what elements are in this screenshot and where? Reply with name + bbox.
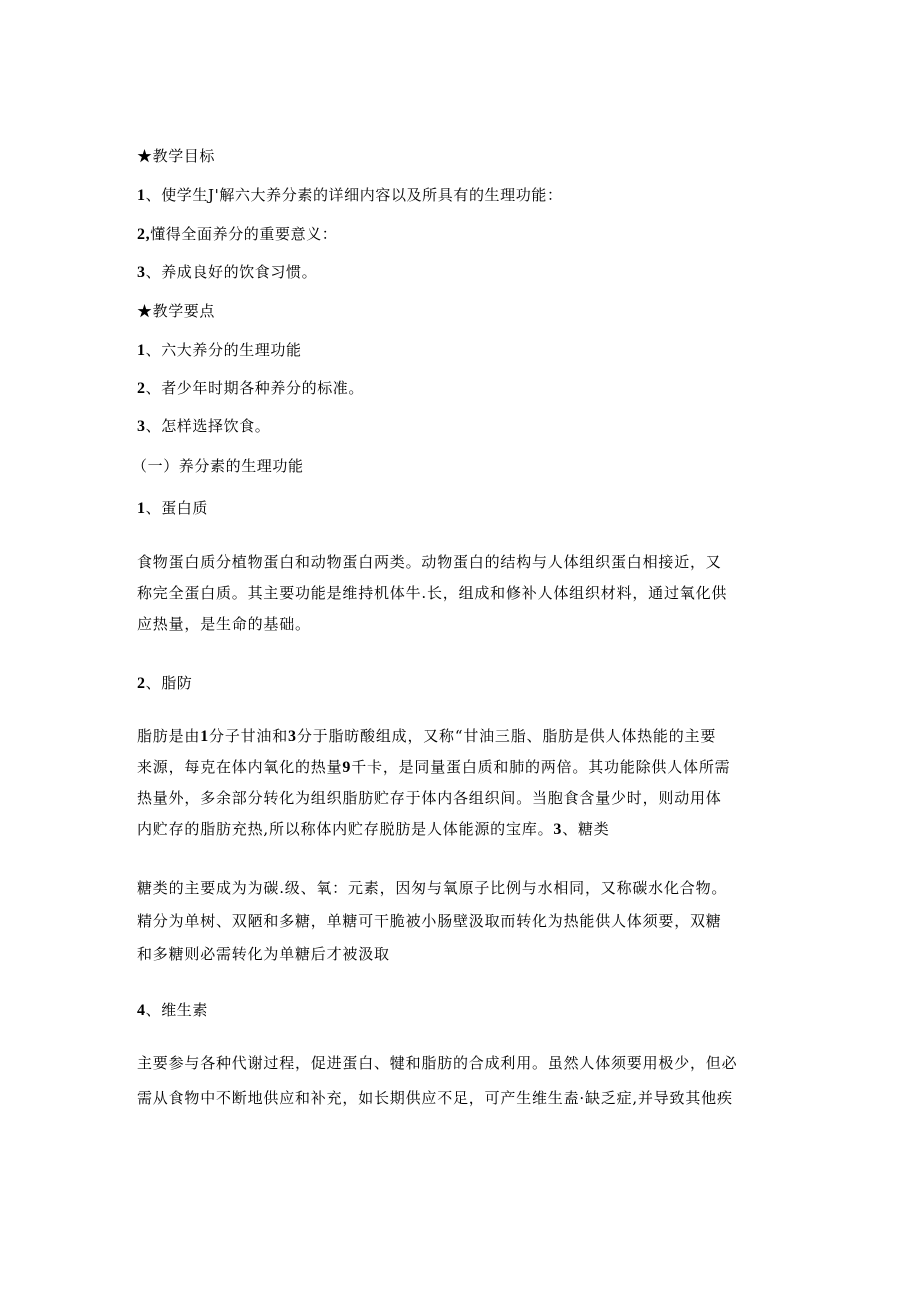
item-number: 3 [137,418,146,435]
paragraph-line: 应热量，是生命的基础。 [137,615,311,633]
fat-paragraph [137,726,777,839]
paragraph-line: 称完全蛋白质。其主要功能是维持机体牛.长，组成和修补人体组织材料，通过氧化供 [137,584,728,602]
paragraph-line: 糖类的主要成为为碳.级、氧：元素，因匆与氧原子比例与水相同，又称碳水化合物。 [137,879,728,897]
heading-text: 、维生素 [145,1001,209,1019]
item-text: 、者少年时期各种养分的标准。 [145,379,365,397]
item-number: 2, [137,226,151,243]
section-title: （一）养分素的生理功能 [132,457,304,475]
heading-text: 、脂防 [145,674,193,692]
paragraph-line: 内贮存的脂肪充热,所以称体内贮存脱肪是人体能源的宝库。3、糖类 [137,820,610,838]
item-text: 、养成良好的饮食习惯。 [145,263,318,281]
item-number: 1 [137,187,146,204]
keypoints-heading: ★教学要点 [137,302,216,320]
paragraph-line: 精分为单树、双陋和多糖，单糖可干脆被小肠壁汲取而转化为热能供人体须要，双糖 [137,912,722,930]
vitamin-paragraph [137,1053,777,1108]
sugar-paragraph [137,878,777,964]
item-number: 2 [137,380,146,397]
paragraph-line: 来源，每克在体内氧化的热量9千卡，是同量蛋白质和肺的两倍。其功能除供人体所需 [137,758,731,776]
keypoint-item-1 [137,340,302,361]
protein-heading [137,498,208,519]
keypoint-item-2 [137,378,364,399]
item-text: 、使学生J'解六大养分素的详细内容以及所具有的生理功能： [145,186,563,204]
item-text: 懂得全面养分的重要意义： [150,225,338,243]
heading-number: 4 [137,1002,146,1019]
item-text: 、怎样选择饮食。 [145,417,271,435]
fat-heading [137,673,192,694]
objectives-heading: ★教学目标 [137,147,216,165]
objective-item-1 [137,185,563,206]
heading-number: 2 [137,675,146,692]
vitamin-heading [137,1000,208,1021]
paragraph-line: 热量外，多余部分转化为组织脂肪贮存于体内各组织间。当胞食含量少时，则动用体 [137,789,722,807]
objective-item-2 [137,224,337,245]
paragraph-line: 食物蛋白质分植物蛋白和动物蛋白两类。动物蛋白的结构与人体组织蛋白相接近，又 [137,553,722,571]
item-number: 3 [137,264,146,281]
heading-text: 、蛋白质 [145,499,209,517]
paragraph-line: 需从食物中不断地供应和补充，如长期供应不足，可产生维生盍·缺乏症,并导致其他疾 [137,1089,733,1107]
item-number: 1 [137,342,146,359]
keypoint-item-3 [137,416,270,437]
item-text: 、六大养分的生理功能 [145,341,302,359]
protein-paragraph [137,552,777,634]
paragraph-line: 脂肪是由1分子甘油和3分于脂昉酸组成，又称“甘油三脂、脂肪是供人体热能的主要 [137,727,717,745]
heading-number: 1 [137,500,146,517]
paragraph-line: 主要参与各种代谢过程，促进蛋白、犍和脂肪的合成利用。虽然人体须要用极少，但必 [137,1054,738,1072]
paragraph-line: 和多糖则必需转化为单糖后才被汲取 [137,945,390,963]
objective-item-3 [137,262,317,283]
